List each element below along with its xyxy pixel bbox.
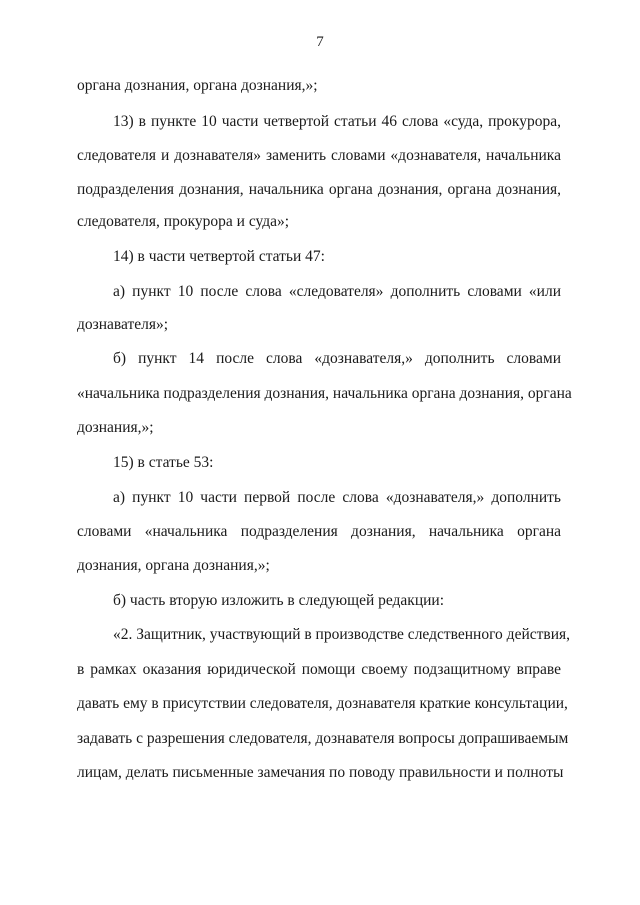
text-line: следователя и дознавателя» заменить словами «дознавателя, начальника — [77, 147, 561, 164]
page-number: 7 — [316, 34, 324, 50]
text-line: 13) в пункте 10 части четвертой статьи 46 слова «суда, прокурора, — [113, 113, 561, 130]
text-line: «2. Защитник, участвующий в производстве следственного действия, — [113, 626, 571, 643]
text-line: следователя, прокурора и суда»; — [77, 213, 290, 230]
text-line: органа дознания, органа дознания,»; — [77, 77, 318, 94]
text-line: а) пункт 10 части первой после слова «дознавателя,» дополнить — [113, 489, 561, 506]
text-line: задавать с разрешения следователя, дознавателя вопросы допрашиваемым — [77, 730, 569, 747]
text-line: словами «начальника подразделения дознания, начальника органа — [77, 523, 561, 540]
text-line: в рамках оказания юридической помощи своему подзащитному вправе — [77, 661, 561, 678]
text-line: подразделения дознания, начальника органа дознания, органа дознания, — [77, 181, 561, 198]
text-line: б) часть вторую изложить в следующей редакции: — [113, 592, 445, 609]
text-line: давать ему в присутствии следователя, дознавателя краткие консультации, — [77, 695, 568, 712]
text-line: лицам, делать письменные замечания по поводу правильности и полноты — [77, 764, 564, 781]
text-line: «начальника подразделения дознания, начальника органа дознания, органа — [77, 385, 572, 402]
text-line: 15) в статье 53: — [113, 454, 214, 471]
text-line: дознавателя»; — [77, 316, 169, 333]
text-line: дознания,»; — [77, 419, 154, 436]
text-line: б) пункт 14 после слова «дознавателя,» дополнить словами — [113, 350, 561, 367]
text-line: дознания, органа дознания,»; — [77, 557, 270, 574]
text-line: а) пункт 10 после слова «следователя» дополнить словами «или — [113, 283, 561, 300]
text-line: 14) в части четвертой статьи 47: — [113, 248, 325, 265]
